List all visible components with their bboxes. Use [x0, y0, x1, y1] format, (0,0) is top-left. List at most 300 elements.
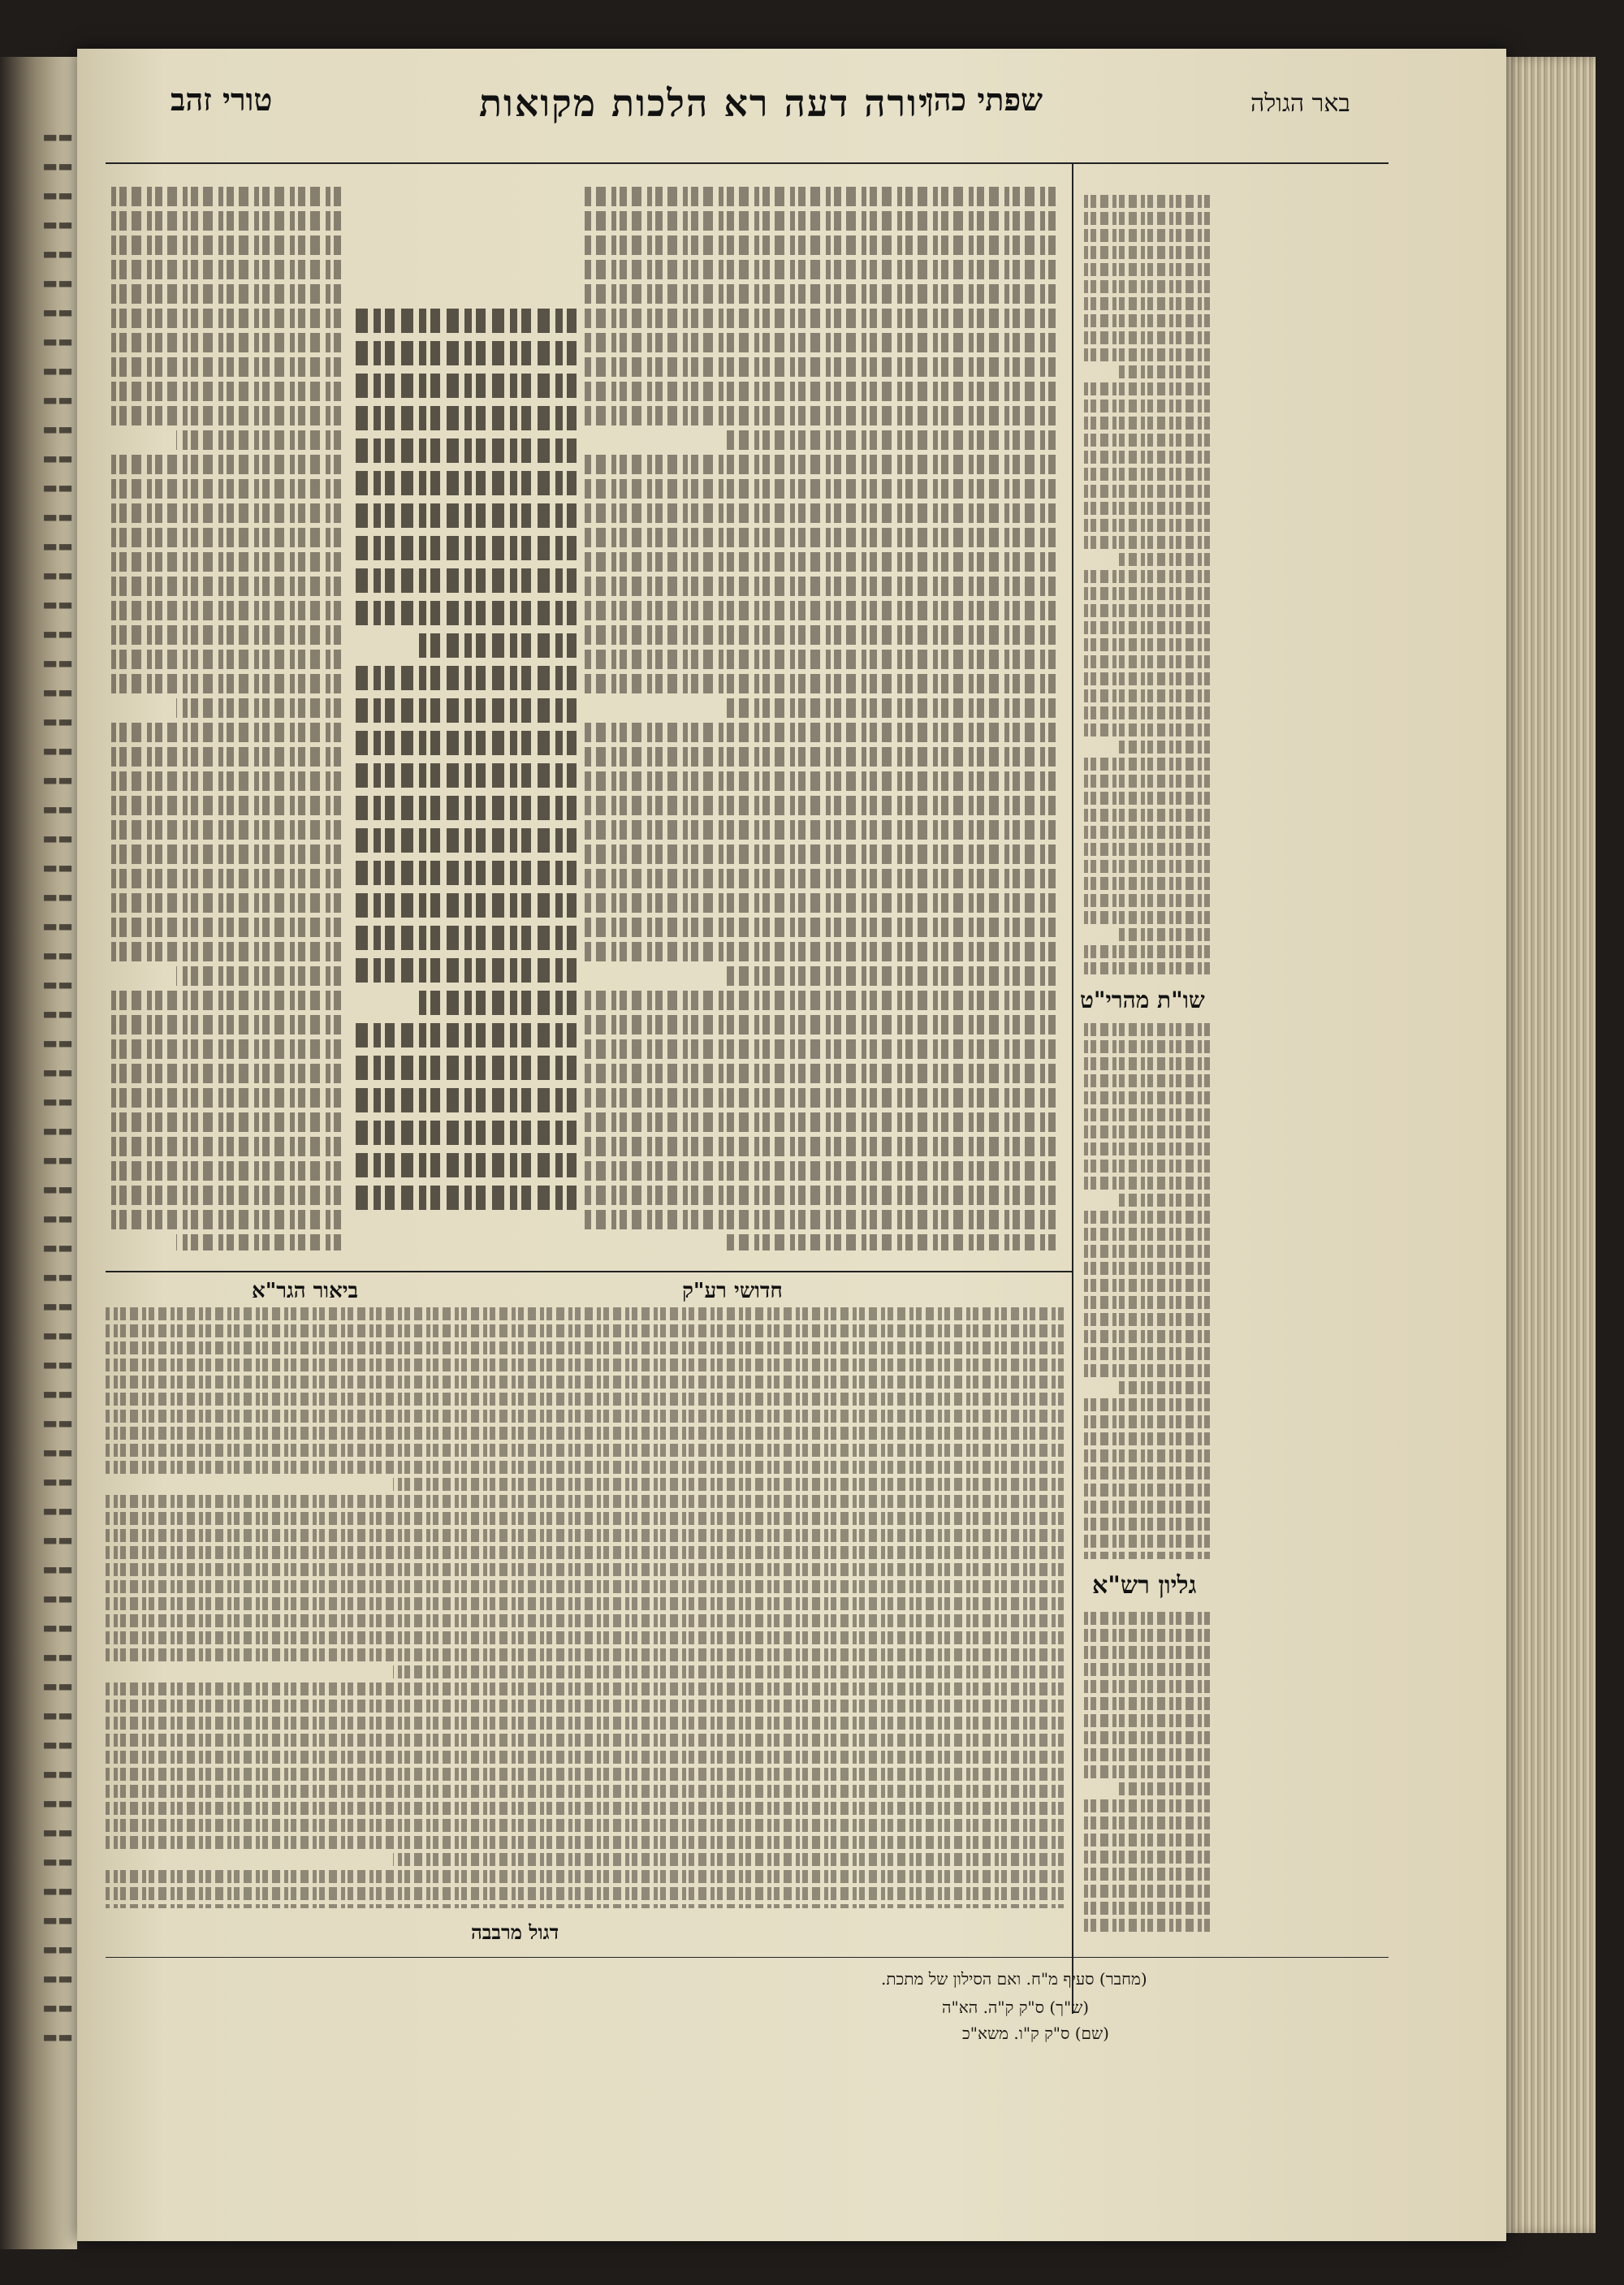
text-line — [1080, 1748, 1210, 1761]
text-line — [1080, 724, 1210, 736]
text-line — [106, 455, 341, 474]
footnote-1: (מחבר) סעיף מ"ח. ואם הסילון של מתכת. — [881, 1969, 1147, 1989]
text-line — [106, 1887, 1064, 1900]
facing-text-line: ▬▬ — [42, 1033, 73, 1052]
facing-text-line: ▬▬ — [42, 361, 73, 380]
facing-text-line: ▬▬ — [42, 1530, 73, 1549]
text-line — [585, 260, 1056, 279]
text-line — [1080, 263, 1210, 276]
text-line — [1080, 1535, 1210, 1548]
text-line — [726, 966, 1056, 986]
text-line — [1080, 1364, 1210, 1377]
facing-text-line: ▬▬ — [42, 1910, 73, 1929]
text-line — [176, 698, 341, 718]
text-line — [106, 991, 341, 1010]
beer-hagolah-heading: באר הגולה — [1250, 89, 1350, 118]
text-line — [585, 942, 1056, 961]
text-line — [1080, 485, 1210, 498]
text-line — [106, 1112, 341, 1132]
text-line — [1080, 638, 1210, 651]
text-line — [1080, 1552, 1210, 1559]
text-line — [106, 1768, 1064, 1781]
facing-text-line: ▬▬ — [42, 448, 73, 468]
facing-text-line: ▬▬ — [42, 2027, 73, 2046]
text-line — [1080, 604, 1210, 617]
text-line — [106, 357, 341, 377]
text-line — [106, 1529, 1064, 1542]
text-line — [106, 260, 341, 279]
text-line — [1080, 1919, 1210, 1932]
text-line — [349, 438, 577, 463]
text-line — [106, 1324, 1064, 1337]
text-line — [349, 601, 577, 625]
facing-text-line: ▬▬ — [42, 1267, 73, 1286]
text-line — [1080, 860, 1210, 873]
text-line — [106, 284, 341, 304]
text-line — [1080, 297, 1210, 310]
facing-text-line: ▬▬ — [42, 1442, 73, 1462]
facing-text-line: ▬▬ — [42, 974, 73, 994]
text-line — [1080, 331, 1210, 344]
text-line — [585, 1161, 1056, 1181]
text-line — [1080, 1057, 1210, 1070]
text-line — [1080, 434, 1210, 447]
facing-text-line: ▬▬ — [42, 302, 73, 322]
text-line — [1080, 1177, 1210, 1190]
facing-text-line: ▬▬ — [42, 770, 73, 789]
text-line — [585, 893, 1056, 913]
text-line — [1080, 1040, 1210, 1053]
text-line — [106, 1186, 341, 1205]
text-line — [106, 552, 341, 572]
text-line — [585, 1015, 1056, 1035]
text-line — [585, 796, 1056, 815]
text-line — [106, 1015, 341, 1035]
facing-text-line: ▬▬ — [42, 156, 73, 175]
text-line — [585, 674, 1056, 693]
text-line — [349, 1186, 577, 1210]
facing-text-line: ▬▬ — [42, 1881, 73, 1900]
facing-text-line: ▬▬ — [42, 916, 73, 935]
text-line — [585, 503, 1056, 523]
text-line — [393, 1665, 1064, 1678]
facing-text-line: ▬▬ — [42, 214, 73, 234]
text-line — [1080, 468, 1210, 481]
facing-text-line: ▬▬ — [42, 507, 73, 526]
text-line — [1080, 1091, 1210, 1104]
facing-text-line: ▬▬ — [42, 1501, 73, 1520]
facing-text-line: ▬▬ — [42, 185, 73, 205]
facing-text-line: ▬▬ — [42, 1822, 73, 1842]
text-line — [1080, 1296, 1210, 1309]
text-line — [585, 625, 1056, 645]
text-line — [176, 966, 341, 986]
page-title: יורה דעה רא הלכות מקואות — [479, 81, 930, 125]
text-line — [1080, 1142, 1210, 1155]
text-line — [1080, 945, 1210, 958]
text-line — [585, 1210, 1056, 1229]
facing-text-line: ▬▬ — [42, 682, 73, 702]
text-line — [106, 1546, 1064, 1559]
text-line — [349, 958, 577, 983]
facing-text-line: ▬▬ — [42, 1968, 73, 1988]
text-line — [585, 235, 1056, 255]
text-line — [1080, 1398, 1210, 1411]
text-line — [106, 1512, 1064, 1525]
text-line — [106, 1682, 1064, 1695]
text-line — [1080, 655, 1210, 668]
facing-text-line: ▬▬ — [42, 390, 73, 409]
facing-text-line: ▬▬ — [42, 1998, 73, 2017]
text-line — [1080, 1834, 1210, 1847]
facing-text-line: ▬▬ — [42, 828, 73, 848]
text-line — [1080, 1902, 1210, 1915]
text-line — [349, 861, 577, 885]
facing-text-line: ▬▬ — [42, 711, 73, 731]
taz-column — [106, 187, 341, 1250]
facing-text-line: ▬▬ — [42, 536, 73, 555]
facing-text-line: ▬▬ — [42, 1793, 73, 1812]
facing-text-line: ▬▬ — [42, 1004, 73, 1023]
text-line — [106, 1836, 1064, 1849]
facing-text-line: ▬▬ — [42, 1647, 73, 1666]
text-line — [585, 1137, 1056, 1156]
facing-text-line: ▬▬ — [42, 273, 73, 292]
text-line — [1080, 417, 1210, 430]
text-line — [349, 763, 577, 788]
facing-text-line: ▬▬ — [42, 1676, 73, 1695]
text-line — [585, 552, 1056, 572]
text-line — [585, 357, 1056, 377]
text-line — [1080, 1415, 1210, 1428]
facing-text-line: ▬▬ — [42, 799, 73, 819]
facing-text-line: ▬▬ — [42, 127, 73, 146]
text-line — [585, 211, 1056, 231]
text-line — [106, 1631, 1064, 1644]
text-line — [1080, 519, 1210, 532]
text-line — [1080, 587, 1210, 600]
text-line — [1080, 843, 1210, 856]
text-line — [1119, 1381, 1210, 1394]
facing-text-line: ▬▬ — [42, 1939, 73, 1959]
text-line — [1119, 365, 1210, 378]
text-line — [349, 796, 577, 820]
text-line — [585, 918, 1056, 937]
facing-text-line: ▬▬ — [42, 1734, 73, 1754]
text-line — [585, 650, 1056, 669]
text-line — [1080, 195, 1210, 208]
text-line — [106, 1427, 1064, 1440]
facing-text-line: ▬▬ — [42, 1325, 73, 1345]
text-line — [1080, 348, 1210, 361]
text-line — [1080, 1731, 1210, 1744]
facing-text-line: ▬▬ — [42, 244, 73, 263]
facing-text-line: ▬▬ — [42, 653, 73, 672]
text-line — [349, 828, 577, 853]
text-line — [1080, 1501, 1210, 1514]
text-line — [106, 918, 341, 937]
text-line — [349, 1088, 577, 1112]
text-line — [1080, 775, 1210, 788]
text-line — [1119, 1782, 1210, 1795]
biur-heading: ביאור הגר"א — [252, 1279, 359, 1303]
dagul-heading: דגול מרבבה — [471, 1920, 559, 1944]
text-line — [1080, 1074, 1210, 1087]
text-line — [1080, 400, 1210, 413]
facing-page-edge — [16, 122, 73, 2152]
text-line — [106, 1597, 1064, 1610]
facing-text-line: ▬▬ — [42, 887, 73, 906]
text-line — [1080, 706, 1210, 719]
text-line — [106, 625, 341, 645]
shulchan-aruch-column — [349, 309, 577, 1242]
text-line — [1080, 1799, 1210, 1812]
text-line — [106, 1161, 341, 1181]
text-line — [585, 820, 1056, 840]
text-line — [176, 1234, 341, 1250]
shach-heading: שפתי כהן — [926, 81, 1043, 118]
text-line — [106, 1495, 1064, 1508]
text-line — [106, 601, 341, 620]
text-line — [1080, 809, 1210, 822]
text-line — [1080, 689, 1210, 702]
text-line — [585, 844, 1056, 864]
text-line — [106, 1210, 341, 1229]
page-edges — [1506, 57, 1596, 2233]
footnote-rule — [106, 1957, 1389, 1958]
text-line — [106, 1751, 1064, 1764]
text-line — [1080, 1279, 1210, 1292]
text-line — [1080, 229, 1210, 242]
text-line — [585, 577, 1056, 596]
maharsha-column — [1080, 1023, 1210, 1559]
text-line — [1080, 1330, 1210, 1343]
text-line — [1080, 502, 1210, 515]
text-line — [106, 820, 341, 840]
text-line — [585, 382, 1056, 401]
text-line — [106, 1614, 1064, 1627]
text-line — [1080, 1432, 1210, 1445]
text-line — [106, 1358, 1064, 1371]
text-line — [585, 991, 1056, 1010]
text-line — [106, 1064, 341, 1083]
facing-text-line: ▬▬ — [42, 477, 73, 497]
text-line — [1080, 1663, 1210, 1676]
facing-text-line: ▬▬ — [42, 565, 73, 585]
text-line — [106, 528, 341, 547]
text-line — [585, 1112, 1056, 1132]
facing-text-line: ▬▬ — [42, 1354, 73, 1374]
text-line — [1080, 536, 1210, 549]
text-line — [106, 942, 341, 961]
facing-text-line: ▬▬ — [42, 1413, 73, 1432]
facing-text-line: ▬▬ — [42, 419, 73, 438]
text-line — [585, 723, 1056, 742]
facing-text-line: ▬▬ — [42, 1091, 73, 1111]
facing-text-line: ▬▬ — [42, 1179, 73, 1199]
text-line — [585, 747, 1056, 767]
text-line — [106, 650, 341, 669]
text-line — [1080, 246, 1210, 259]
text-line — [1080, 1851, 1210, 1864]
text-line — [106, 1734, 1064, 1747]
text-line — [106, 1039, 341, 1059]
text-line — [585, 601, 1056, 620]
facing-text-line: ▬▬ — [42, 1208, 73, 1228]
text-line — [106, 1785, 1064, 1798]
facing-text-line: ▬▬ — [42, 1559, 73, 1579]
facing-text-line: ▬▬ — [42, 945, 73, 965]
text-line — [1080, 911, 1210, 924]
text-line — [1080, 894, 1210, 907]
text-line — [106, 1700, 1064, 1713]
text-line — [106, 187, 341, 206]
text-line — [349, 1056, 577, 1080]
text-line — [726, 698, 1056, 718]
footnote-2: (ש"ך) ס"ק ק"ה. הא"ה — [942, 1998, 1090, 2017]
text-line — [585, 406, 1056, 425]
text-line — [106, 1307, 1064, 1320]
text-line — [1080, 1211, 1210, 1224]
text-line — [106, 1904, 1064, 1908]
text-line — [349, 536, 577, 560]
text-line — [585, 869, 1056, 888]
page-header — [106, 81, 1486, 146]
text-line — [585, 1186, 1056, 1205]
text-line — [106, 1717, 1064, 1730]
text-line — [106, 577, 341, 596]
text-line — [1080, 1646, 1210, 1659]
facing-text-line: ▬▬ — [42, 1062, 73, 1082]
text-line — [1080, 280, 1210, 293]
text-line — [106, 1376, 1064, 1389]
text-line — [1080, 451, 1210, 464]
text-line — [1080, 1313, 1210, 1326]
text-line — [106, 1648, 1064, 1661]
facing-text-line: ▬▬ — [42, 1384, 73, 1403]
text-line — [106, 796, 341, 815]
text-line — [349, 503, 577, 528]
text-line — [1080, 1125, 1210, 1138]
text-line — [1080, 1262, 1210, 1275]
text-line — [106, 1137, 341, 1156]
text-line — [106, 1580, 1064, 1593]
text-line — [585, 309, 1056, 328]
text-line — [1080, 212, 1210, 225]
text-line — [349, 731, 577, 755]
text-line — [349, 926, 577, 950]
text-line — [106, 844, 341, 864]
text-line — [585, 479, 1056, 499]
footnote-3: (שם) ס"ק ק"ו. משא"כ — [962, 2024, 1109, 2043]
text-line — [106, 1444, 1064, 1457]
text-line — [1080, 1629, 1210, 1642]
facing-text-line: ▬▬ — [42, 1471, 73, 1491]
facing-text-line: ▬▬ — [42, 1238, 73, 1257]
text-line — [1080, 1816, 1210, 1829]
facing-text-line: ▬▬ — [42, 857, 73, 877]
text-line — [349, 1153, 577, 1177]
text-line — [106, 1393, 1064, 1406]
text-line — [1080, 1697, 1210, 1710]
text-line — [1080, 1466, 1210, 1479]
text-line — [349, 1023, 577, 1047]
text-line — [726, 430, 1056, 450]
text-line — [1080, 1160, 1210, 1173]
text-line — [1119, 928, 1210, 941]
facing-text-line: ▬▬ — [42, 1764, 73, 1783]
text-line — [1080, 1484, 1210, 1497]
text-line — [585, 1088, 1056, 1108]
maharsha-heading: שו"ת מהרי"ט — [1080, 987, 1205, 1013]
text-line — [106, 235, 341, 255]
text-line — [106, 1819, 1064, 1832]
facing-text-line: ▬▬ — [42, 1121, 73, 1140]
text-line — [1119, 1194, 1210, 1207]
text-line — [106, 893, 341, 913]
text-line — [349, 1121, 577, 1145]
text-line — [585, 455, 1056, 474]
text-line — [349, 374, 577, 398]
gilyon-column — [1080, 1612, 1210, 1937]
text-line — [417, 991, 577, 1015]
text-line — [349, 471, 577, 495]
text-line — [106, 211, 341, 231]
text-line — [1080, 1023, 1210, 1036]
text-line — [1080, 1680, 1210, 1693]
shach-column — [585, 187, 1056, 1250]
text-line — [585, 333, 1056, 352]
text-line — [1080, 1108, 1210, 1121]
text-line — [585, 284, 1056, 304]
text-line — [349, 406, 577, 430]
facing-text-line: ▬▬ — [42, 594, 73, 614]
text-line — [1080, 1612, 1210, 1625]
text-line — [393, 1853, 1064, 1866]
text-line — [393, 1478, 1064, 1491]
text-line — [106, 333, 341, 352]
gilyon-heading: גליון רש"א — [1092, 1571, 1197, 1600]
facing-text-line: ▬▬ — [42, 1588, 73, 1608]
text-line — [1080, 621, 1210, 634]
text-line — [349, 698, 577, 723]
text-line — [106, 382, 341, 401]
text-line — [1080, 1228, 1210, 1241]
facing-text-line: ▬▬ — [42, 624, 73, 643]
text-line — [106, 1870, 1064, 1883]
text-line — [1080, 1347, 1210, 1360]
text-line — [106, 406, 341, 425]
text-line — [1080, 570, 1210, 583]
text-line — [585, 1064, 1056, 1083]
facing-text-line: ▬▬ — [42, 1618, 73, 1637]
commentary-bottom — [106, 1307, 1064, 1908]
text-line — [106, 869, 341, 888]
text-line — [726, 1234, 1056, 1250]
text-line — [106, 674, 341, 693]
beer-hagolah-column — [1080, 195, 1210, 974]
text-line — [1119, 553, 1210, 566]
text-line — [1080, 826, 1210, 839]
text-line — [106, 747, 341, 767]
text-line — [106, 1802, 1064, 1815]
facing-text-line: ▬▬ — [42, 1851, 73, 1871]
text-line — [176, 430, 341, 450]
column-divider — [1072, 162, 1073, 2014]
text-line — [1080, 672, 1210, 685]
text-line — [349, 309, 577, 333]
text-line — [585, 528, 1056, 547]
